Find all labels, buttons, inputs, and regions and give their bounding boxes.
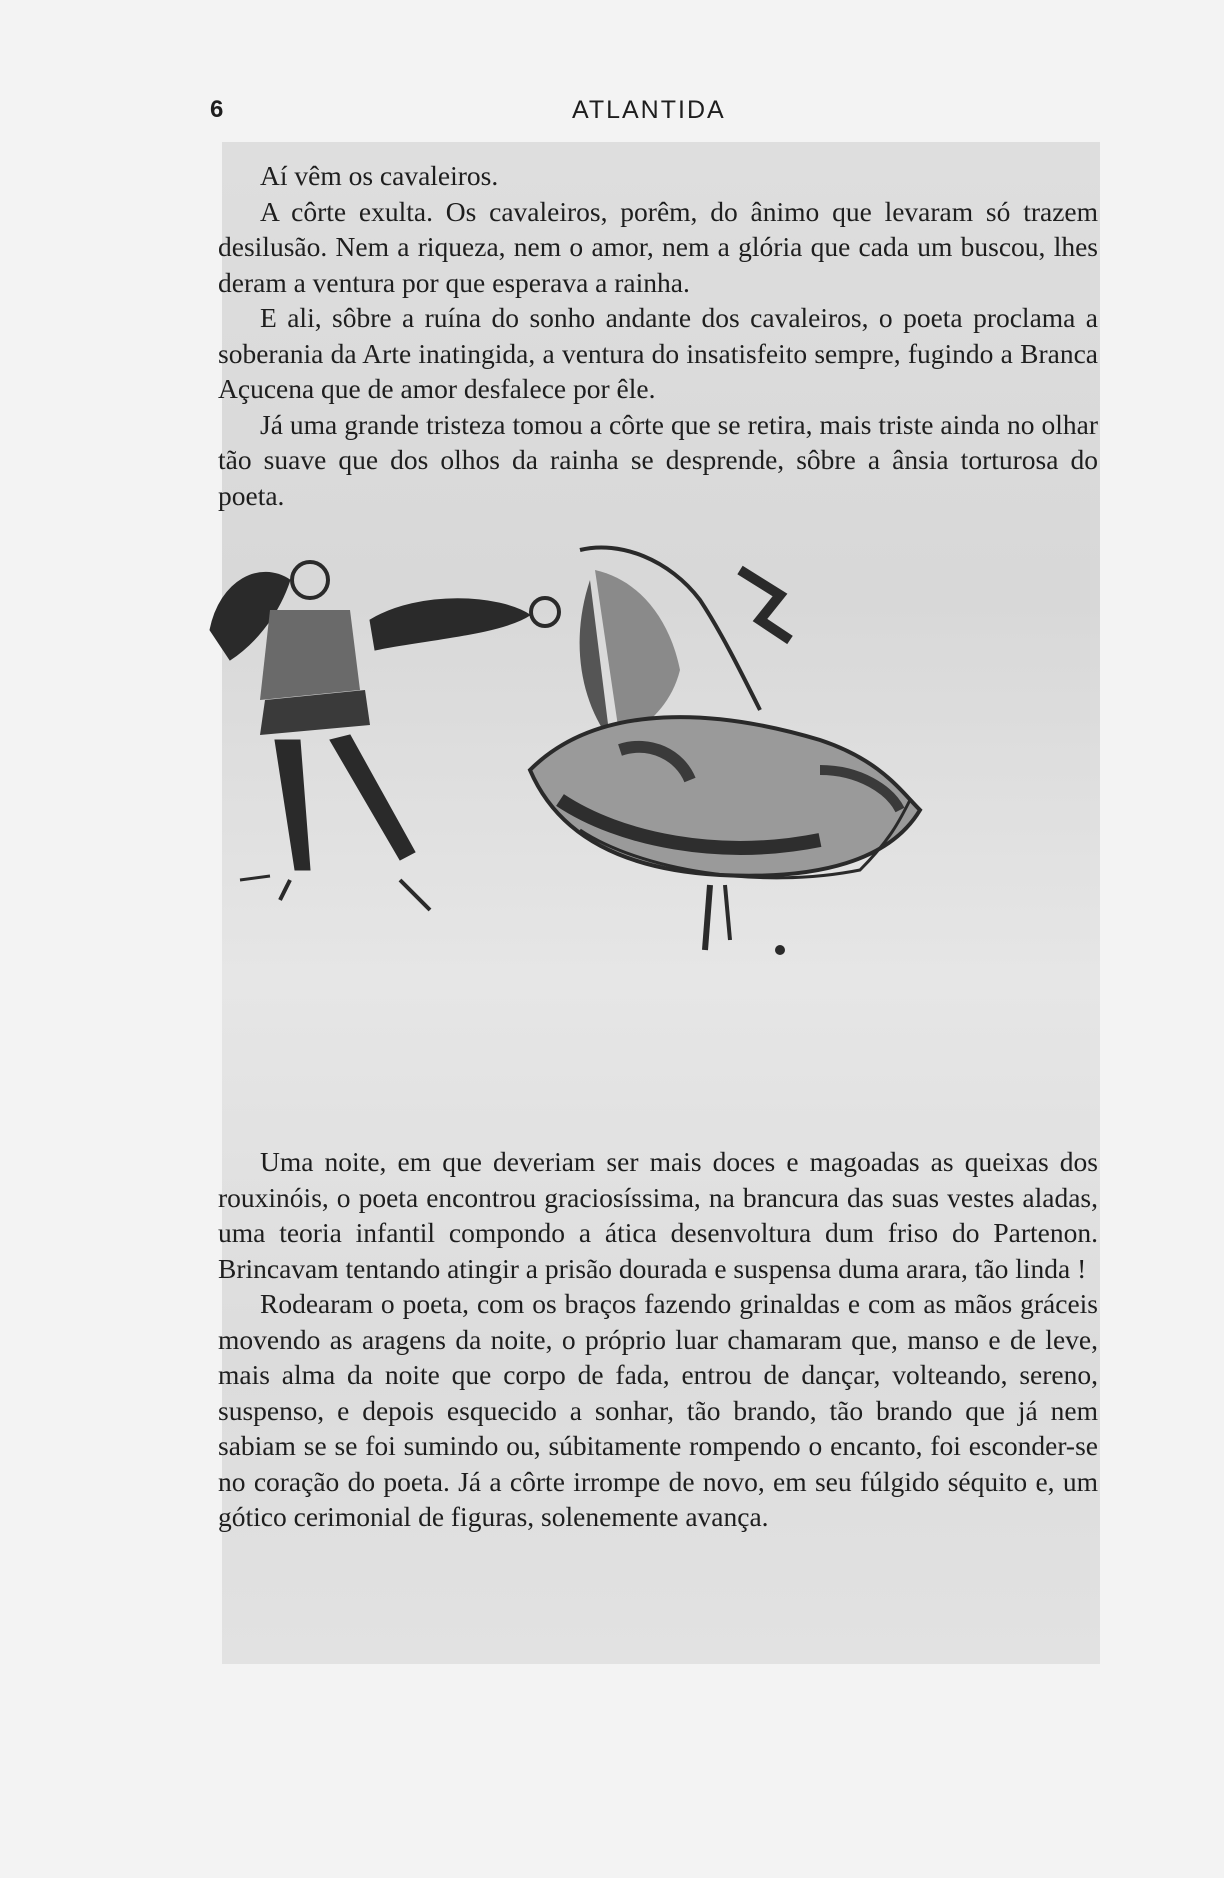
paragraph: A côrte exulta. Os cavaleiros, porêm, do ânimo que levaram só trazem desilusão. Nem a riqueza, nem o amor, nem a glória que cada um buscou, lhes deram a ventura por que esperava a rainha. xyxy=(218,195,1098,298)
page-number: 6 xyxy=(210,96,224,123)
female-dancer-figure xyxy=(530,547,920,955)
paragraph: Aí vêm os cavaleiros. xyxy=(260,160,499,191)
text-block-bottom xyxy=(218,1144,1098,1535)
paragraph: Rodearam o poeta, com os braços fazendo grinaldas e com as mãos gráceis movendo as aragens da noite, o próprio luar chamaram que, manso e de leve, mais alma da noite que corpo de fada, entrou de dançar, volteando, sereno, suspenso, e depois esquecido a sonhar, tão brando, tão brando que já nem sabiam se se foi sumindo ou, súbitamente rompendo o encanto, foi esconder-se no coração do poeta. Já a côrte irrompe de novo, em seu fúlgido séquito e, um gótico cerimonial de figuras, solenemente avança. xyxy=(218,1288,1098,1532)
dancers-illustration xyxy=(200,540,1100,1100)
paragraph: Já uma grande tristeza tomou a côrte que se retira, mais triste ainda no olhar tão suave que dos olhos da rainha se desprende, sôbre a ânsia torturosa do poeta. xyxy=(218,408,1098,511)
page-header xyxy=(210,96,770,132)
text-block-top xyxy=(218,158,1098,513)
running-title: ATLANTIDA xyxy=(572,96,726,124)
male-dancer-figure xyxy=(210,562,559,910)
paragraph: Uma noite, em que deveriam ser mais doces e magoadas as queixas dos rouxinóis, o poeta encontrou graciosíssima, na brancura das suas vestes aladas, uma teoria infantil compondo a ática desenvoltura dum friso do Partenon. Brincavam tentando atingir a prisão dourada e suspensa duma arara, tão linda ! xyxy=(218,1146,1098,1284)
paragraph: E ali, sôbre a ruína do sonho andante dos cavaleiros, o poeta proclama a soberania da Arte inatingida, a ventura do insatisfeito sempre, fugindo a Branca Açucena que de amor desfalece por êle. xyxy=(218,302,1098,404)
